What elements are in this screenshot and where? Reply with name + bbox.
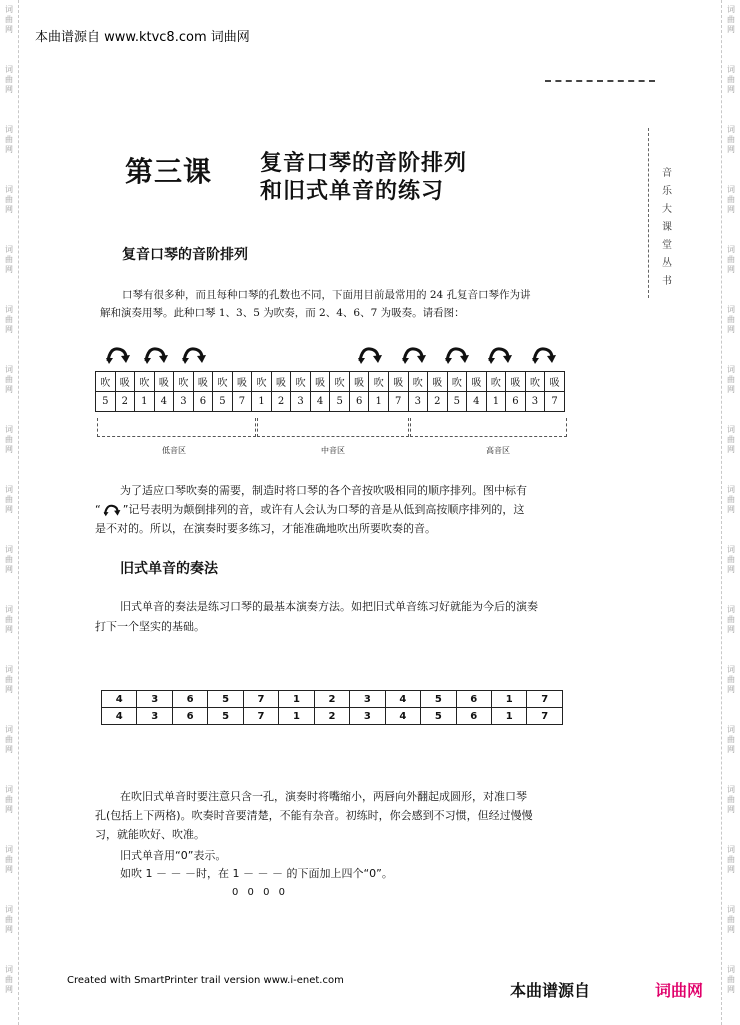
hole-note-cell: 3 xyxy=(174,392,194,412)
section2-heading: 旧式单音的奏法 xyxy=(120,561,218,577)
action-row xyxy=(96,372,565,392)
single-note-cell: 4 xyxy=(385,691,420,708)
single-note-table xyxy=(101,690,563,725)
hole-note-cell: 1 xyxy=(486,392,506,412)
hole-action-cell: 吹 xyxy=(213,372,233,392)
hole-action-cell: 吸 xyxy=(115,372,135,392)
single-note-cell: 7 xyxy=(243,691,278,708)
high-zone-bracket xyxy=(410,418,567,437)
top-dashed-rule xyxy=(545,80,655,82)
side-watermark: 词曲网 xyxy=(727,65,735,94)
footer-created-text: Created with SmartPrinter trail version www.i-enet.com xyxy=(67,975,344,986)
hole-action-cell: 吹 xyxy=(291,372,311,392)
hole-note-cell: 2 xyxy=(115,392,135,412)
hole-action-cell: 吸 xyxy=(271,372,291,392)
side-watermark: 词曲网 xyxy=(5,5,13,34)
single-note-cell: 1 xyxy=(279,708,314,725)
hole-note-cell: 4 xyxy=(154,392,174,412)
side-watermark: 词曲网 xyxy=(5,785,13,814)
single-note-cell: 7 xyxy=(527,708,563,725)
zone-label-low: 低音区 xyxy=(162,446,186,455)
hole-note-cell: 5 xyxy=(96,392,116,412)
side-watermark: 词曲网 xyxy=(5,305,13,334)
single-note-cell: 1 xyxy=(279,691,314,708)
single-note-cell: 6 xyxy=(172,691,207,708)
hole-action-cell: 吹 xyxy=(486,372,506,392)
section2-text-line5: 如吹 1 － － －时，在 1 － － － 的下面加上四个“0”。 xyxy=(120,867,393,880)
side-watermark: 词曲网 xyxy=(727,485,735,514)
hole-note-cell: 3 xyxy=(525,392,545,412)
single-note-cell: 2 xyxy=(314,708,349,725)
lesson-title-line2: 和旧式单音的练习 xyxy=(260,179,445,204)
hole-action-cell: 吹 xyxy=(369,372,389,392)
side-watermark: 词曲网 xyxy=(727,905,735,934)
side-watermark: 词曲网 xyxy=(727,965,735,994)
side-watermark: 词曲网 xyxy=(5,965,13,994)
hole-action-cell: 吹 xyxy=(525,372,545,392)
side-watermark: 词曲网 xyxy=(727,365,735,394)
side-watermark: 词曲网 xyxy=(5,545,13,574)
section2-text-line2: 孔(包括上下两格)。吹奏时音要清楚，不能有杂音。初练时，你会感到不习惯，但经过慢慢 xyxy=(95,809,533,822)
side-watermark: 词曲网 xyxy=(5,185,13,214)
hole-note-cell: 7 xyxy=(545,392,565,412)
side-watermark: 词曲网 xyxy=(727,425,735,454)
side-watermark: 词曲网 xyxy=(5,665,13,694)
lesson-number: 第三课 xyxy=(125,155,213,188)
reverse-arrow-icon xyxy=(101,503,123,517)
open-quote: “ xyxy=(95,503,101,516)
footer-brand-source: 本曲谱源自 xyxy=(510,981,591,1000)
reverse-arrow-icon xyxy=(142,345,170,365)
single-note-cell: 1 xyxy=(491,691,526,708)
hole-action-cell: 吹 xyxy=(96,372,116,392)
harmonica-hole-table xyxy=(95,371,565,412)
section1-text-line2-post: ”记号表明为颠倒排列的音，或许有人会认为口琴的音是从低到高按顺序排列的，这 xyxy=(122,503,525,516)
zone-label-mid: 中音区 xyxy=(321,446,345,455)
side-watermark: 词曲网 xyxy=(5,845,13,874)
hole-note-cell: 7 xyxy=(388,392,408,412)
side-watermark: 词曲网 xyxy=(5,605,13,634)
hole-note-cell: 4 xyxy=(310,392,330,412)
hole-note-cell: 3 xyxy=(291,392,311,412)
side-watermark: 词曲网 xyxy=(5,365,13,394)
side-watermark: 词曲网 xyxy=(5,245,13,274)
hole-note-cell: 6 xyxy=(506,392,526,412)
hole-action-cell: 吸 xyxy=(310,372,330,392)
section2-para-line1: 旧式单音的奏法是练习口琴的最基本演奏方法。如把旧式单音练习好就能为今后的演奏 xyxy=(120,600,538,613)
single-note-cell: 5 xyxy=(208,691,243,708)
hole-action-cell: 吸 xyxy=(349,372,369,392)
side-watermark: 词曲网 xyxy=(727,305,735,334)
section2-text-line3: 习，就能吹好、吹准。 xyxy=(95,828,205,841)
low-zone-bracket xyxy=(97,418,256,437)
hole-action-cell: 吸 xyxy=(506,372,526,392)
header-site-text: 本曲谱源自 www.ktvc8.com 词曲网 xyxy=(35,30,250,45)
single-note-cell: 4 xyxy=(102,708,137,725)
hole-note-cell: 6 xyxy=(349,392,369,412)
note-row xyxy=(96,392,565,412)
lesson-title-line1: 复音口琴的音阶排列 xyxy=(260,151,468,176)
single-note-cell: 4 xyxy=(385,708,420,725)
hole-action-cell: 吹 xyxy=(135,372,155,392)
single-note-cell: 6 xyxy=(456,708,491,725)
side-watermark: 词曲网 xyxy=(727,845,735,874)
section1-para-line1: 口琴有很多种，而且每种口琴的孔数也不同，下面用目前最常用的 24 孔复音口琴作为讲 xyxy=(122,289,531,301)
side-watermark: 词曲网 xyxy=(5,485,13,514)
single-note-cell: 3 xyxy=(137,708,172,725)
single-note-cell: 5 xyxy=(421,691,456,708)
hole-note-cell: 1 xyxy=(252,392,272,412)
side-watermark: 词曲网 xyxy=(5,725,13,754)
hole-note-cell: 5 xyxy=(213,392,233,412)
hole-note-cell: 5 xyxy=(447,392,467,412)
hole-action-cell: 吸 xyxy=(154,372,174,392)
right-margin-strip xyxy=(721,0,740,1025)
single-note-cell: 3 xyxy=(137,691,172,708)
single-note-cell: 7 xyxy=(527,691,563,708)
hole-note-cell: 3 xyxy=(408,392,428,412)
side-watermark: 词曲网 xyxy=(727,125,735,154)
side-watermark: 词曲网 xyxy=(5,905,13,934)
section1-heading: 复音口琴的音阶排列 xyxy=(122,247,248,263)
side-watermark: 词曲网 xyxy=(727,245,735,274)
single-note-cell: 5 xyxy=(421,708,456,725)
reverse-arrow-icon xyxy=(356,345,384,365)
side-watermark: 词曲网 xyxy=(5,425,13,454)
zeros-notation: 0 0 0 0 xyxy=(232,887,288,898)
reverse-arrow-icon xyxy=(530,345,558,365)
single-note-row xyxy=(102,691,563,708)
hole-note-cell: 5 xyxy=(330,392,350,412)
single-note-cell: 4 xyxy=(102,691,137,708)
section1-para-line2: 解和演奏用琴。此种口琴 1、3、5 为吹奏，而 2、4、6、7 为吸奏。请看图： xyxy=(100,307,465,319)
reverse-arrow-icon xyxy=(180,345,208,365)
side-watermark: 词曲网 xyxy=(727,605,735,634)
zone-label-high: 高音区 xyxy=(486,446,510,455)
section1-text-line3: 是不对的。所以，在演奏时要多练习，才能准确地吹出所要吹奏的音。 xyxy=(95,522,436,535)
hole-note-cell: 1 xyxy=(369,392,389,412)
hole-action-cell: 吹 xyxy=(252,372,272,392)
hole-action-cell: 吸 xyxy=(545,372,565,392)
section2-text-line1: 在吹旧式单音时要注意只含一孔，演奏时将嘴缩小，两唇向外翻起成圆形，对准口琴 xyxy=(120,790,527,803)
hole-action-cell: 吸 xyxy=(388,372,408,392)
side-watermark: 词曲网 xyxy=(727,5,735,34)
single-note-cell: 5 xyxy=(208,708,243,725)
single-note-row xyxy=(102,708,563,725)
reverse-arrow-icon xyxy=(400,345,428,365)
vertical-dashed-rule xyxy=(648,128,649,298)
side-watermark: 词曲网 xyxy=(5,125,13,154)
side-watermark: 词曲网 xyxy=(5,65,13,94)
single-note-cell: 6 xyxy=(172,708,207,725)
left-margin-strip xyxy=(0,0,19,1025)
mid-zone-bracket xyxy=(257,418,409,437)
single-note-cell: 1 xyxy=(491,708,526,725)
single-note-cell: 7 xyxy=(243,708,278,725)
hole-action-cell: 吹 xyxy=(174,372,194,392)
hole-note-cell: 1 xyxy=(135,392,155,412)
hole-action-cell: 吸 xyxy=(428,372,448,392)
hole-note-cell: 2 xyxy=(271,392,291,412)
hole-action-cell: 吸 xyxy=(193,372,213,392)
single-note-cell: 3 xyxy=(350,708,385,725)
hole-action-cell: 吹 xyxy=(408,372,428,392)
side-watermark: 词曲网 xyxy=(727,185,735,214)
hole-action-cell: 吸 xyxy=(232,372,252,392)
single-note-cell: 2 xyxy=(314,691,349,708)
reverse-arrow-icon xyxy=(104,345,132,365)
section2-para-line2: 打下一个坚实的基础。 xyxy=(95,620,205,633)
hole-action-cell: 吹 xyxy=(330,372,350,392)
hole-note-cell: 2 xyxy=(428,392,448,412)
hole-note-cell: 7 xyxy=(232,392,252,412)
section2-text-line4: 旧式单音用“0”表示。 xyxy=(120,849,227,862)
single-note-cell: 6 xyxy=(456,691,491,708)
reverse-arrow-icon xyxy=(443,345,471,365)
side-watermark: 词曲网 xyxy=(727,725,735,754)
hole-note-cell: 6 xyxy=(193,392,213,412)
reverse-arrow-icon xyxy=(486,345,514,365)
side-watermark: 词曲网 xyxy=(727,785,735,814)
hole-action-cell: 吹 xyxy=(447,372,467,392)
footer-brand-site: 词曲网 xyxy=(655,981,704,1000)
hole-action-cell: 吸 xyxy=(467,372,487,392)
series-vertical-title: 音乐大课堂丛书 xyxy=(662,168,672,287)
section1-text-line1: 为了适应口琴吹奏的需要，制造时将口琴的各个音按吹吸相同的顺序排列。图中标有 xyxy=(120,484,527,497)
side-watermark: 词曲网 xyxy=(727,665,735,694)
single-note-cell: 3 xyxy=(350,691,385,708)
hole-note-cell: 4 xyxy=(467,392,487,412)
side-watermark: 词曲网 xyxy=(727,545,735,574)
